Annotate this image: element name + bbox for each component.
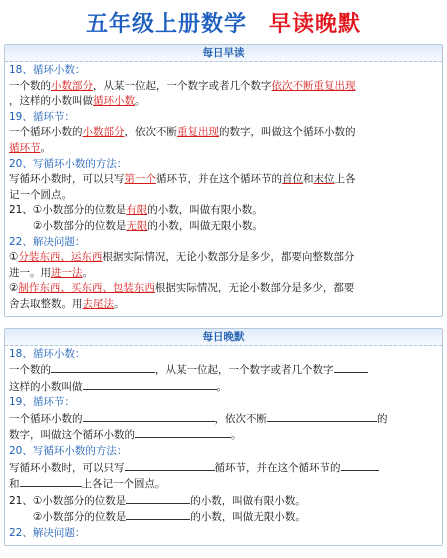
q20-line-1: 写循环小数时，可以只写 循环节，并在这个循环节的 xyxy=(9,460,438,477)
q19-line-1: 一个循环小数的小数部分，依次不断重复出现的数字，叫做这个循环小数的 xyxy=(9,126,356,139)
q18-line-1: 一个数的 ，从某一位起，一个数字或者几个数字 xyxy=(9,362,438,379)
answer-quweifa: 去尾法 xyxy=(82,297,114,310)
morning-heading: 每日早读 xyxy=(5,45,442,62)
answer-fenzhuang: 分装东西、运东西 xyxy=(18,251,103,264)
answer-blank[interactable] xyxy=(83,379,217,390)
question-22-title: 22、解决问题： xyxy=(9,235,86,248)
answer-blank[interactable] xyxy=(20,476,82,487)
answer-blank[interactable] xyxy=(51,362,155,373)
question-20-title: 20、写循环小数的方法： xyxy=(9,157,128,170)
question-22-title: 22、解决问题： xyxy=(9,527,86,540)
answer-youxian: 有限 xyxy=(126,204,148,217)
answer-xunhuan-xiaoshu: 循环小数 xyxy=(93,95,135,108)
answer-mowei: 末位 xyxy=(313,173,335,186)
q20-line-2: 和 上各记一个圆点。 xyxy=(9,478,166,491)
answer-xunhuanjie: 循环节 xyxy=(9,141,41,154)
question-18-title: 18、循环小数： xyxy=(9,347,86,360)
answer-chongfu: 重复出现 xyxy=(177,126,219,139)
answer-shouwei: 首位 xyxy=(282,173,303,186)
title-main: 五年级上册数学 xyxy=(85,11,247,37)
answer-xiaoshu-bufen: 小数部分 xyxy=(82,126,125,139)
answer-blank[interactable] xyxy=(126,493,190,504)
question-19-title: 19、循环节： xyxy=(9,110,75,123)
q22-line-1: ①分装东西、运东西根据实际情况，无论小数部分是多少，都要向整数部分 xyxy=(9,251,355,264)
answer-xiaoshu-bufen: 小数部分 xyxy=(51,79,93,92)
page-title xyxy=(0,0,447,44)
q20-line-2: 记一个圆点。 xyxy=(9,188,72,201)
answer-blank[interactable] xyxy=(334,362,368,373)
q21-line-1: 21、①小数部分的位数是有限的小数，叫做有限小数。 xyxy=(9,204,263,217)
answer-wuxian: 无限 xyxy=(126,219,148,232)
q18-line-1: 一个数的小数部分，从某一位起，一个数字或者几个数字依次不断重复出现 xyxy=(9,79,356,92)
q20-line-1: 写循环小数时，可以只写第一个循环节，并在这个循环节的首位和末位上各 xyxy=(9,173,356,186)
q19-line-2: 循环节。 xyxy=(9,141,51,154)
answer-blank[interactable] xyxy=(341,460,379,471)
q21-line-1: 21、①小数部分的位数是 的小数，叫做有限小数。 xyxy=(9,494,306,507)
q21-line-2: ②小数部分的位数是 的小数，叫做无限小数。 xyxy=(33,511,306,524)
answer-blank[interactable] xyxy=(135,427,231,438)
evening-heading: 每日晚默 xyxy=(5,329,442,346)
evening-dictation-panel xyxy=(4,328,443,546)
answer-blank[interactable] xyxy=(267,411,377,422)
answer-blank[interactable] xyxy=(126,509,190,520)
q18-line-2: 这样的小数叫做 。 xyxy=(9,380,227,393)
q21-line-2: ②小数部分的位数是无限的小数，叫做无限小数。 xyxy=(33,219,263,232)
answer-diyige: 第一个 xyxy=(124,173,156,186)
title-sub: 早读晚默 xyxy=(269,11,362,37)
answer-blank[interactable] xyxy=(125,460,215,471)
answer-zhizuo: 制作东西、买东西、包装东西 xyxy=(18,282,155,295)
answer-chongfu: 依次不断重复出现 xyxy=(271,79,356,92)
question-20-title: 20、写循环小数的方法： xyxy=(9,445,128,458)
q19-line-2: 数字，叫做这个循环小数的 。 xyxy=(9,429,242,442)
question-18-title: 18、循环小数： xyxy=(9,64,86,76)
answer-blank[interactable] xyxy=(83,411,215,422)
morning-reading-panel xyxy=(4,44,443,317)
question-19-title: 19、循环节： xyxy=(9,396,75,409)
q22-line-4: 舍去取整数。用去尾法。 xyxy=(9,297,125,310)
q22-line-2: 进一。用进一法。 xyxy=(9,266,93,279)
q18-line-2: ，这样的小数叫做循环小数。 xyxy=(9,95,146,108)
q19-line-1: 一个循环小数的 ，依次不断 的 xyxy=(9,412,388,425)
answer-jinyifa: 进一法 xyxy=(51,266,83,279)
q22-line-3: ②制作东西、买东西、包装东西根据实际情况，无论小数部分是多少，都要 xyxy=(9,282,355,295)
